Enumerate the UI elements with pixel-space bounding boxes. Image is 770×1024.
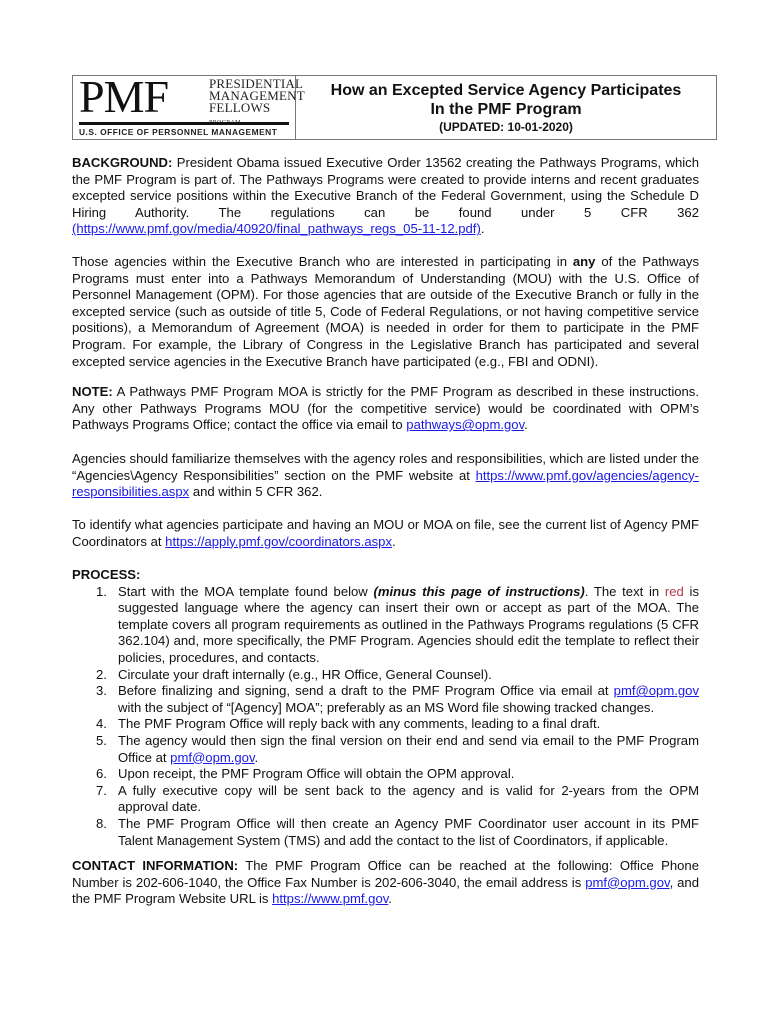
process-step-8 <box>96 815 699 849</box>
contact-paragraph <box>72 858 699 908</box>
step-text: The PMF Program Office will then create an Agency PMF Coordinator user account in its PMF Talent Management System (TMS) and add the contact to the list of Coordinators, if applicable. <box>118 815 699 848</box>
agency-responsibilities-link[interactable]: https://www.pmf.gov/agencies/agency-responsibilities.aspx <box>72 467 699 500</box>
logo-acronym: PMF <box>79 71 169 122</box>
process-section <box>72 567 699 849</box>
logo-fellows: FELLOWS <box>209 100 271 115</box>
agencies-emphasis: any <box>572 254 596 269</box>
step-number: 5. <box>96 732 107 748</box>
logo-agency: U.S. OFFICE OF PERSONNEL MANAGEMENT <box>79 127 278 137</box>
step-text: Before finalizing and signing, send a draft to the PMF Program Office via email at <box>118 683 614 699</box>
contact-end: . <box>388 891 392 907</box>
step-text: The agency would then sign the final version on their end and send via email to the PMF Program Office at <box>118 732 699 765</box>
process-step-2 <box>96 666 699 684</box>
identify-paragraph <box>72 517 699 550</box>
logo-divider <box>79 122 289 125</box>
document-header <box>72 71 717 140</box>
contact-text: The PMF Program Office can be reached at the following: Office Phone Number is 202-606-1040, the Office Fax Number is 202-606-3040, the email address is <box>72 858 699 890</box>
agencies-text-after: of the Pathways Programs must enter into a Pathways Memorandum of Understanding (MOU) with the U.S. Office of Personnel Management (OPM). For those agencies that are outside of the Executive Branch or fully in the excepted service (such as outside of title 5, Code of Federal Regulations, or not having competitive service positions), a Memorandum of Agreement (MOA) is needed in order for them to participate in the PMF Program. For example, the Library of Congress in the Legislative Branch has participated and several excepted service agencies in the Executive Branch have participated (e.g., FBI and ODNI). <box>72 254 699 369</box>
note-paragraph <box>72 384 699 434</box>
contact-label: CONTACT INFORMATION: <box>72 858 239 873</box>
familiarize-end: and within 5 CFR 362. <box>189 484 323 500</box>
step-text: . The text in <box>584 583 665 599</box>
background-label: BACKGROUND: <box>72 155 173 170</box>
document-title-cell <box>296 76 716 139</box>
logo-line-presidential: PRESIDENTIAL <box>209 76 304 91</box>
step-number: 4. <box>96 716 107 732</box>
contact-email-link[interactable]: pmf@opm.gov <box>585 874 670 890</box>
identify-text: To identify what agencies participate and having an MOU or MOA on file, see the current list of Agency PMF Coordinators at <box>72 517 699 549</box>
step-number: 3. <box>96 683 107 699</box>
step-emphasis: (minus this page of instructions) <box>373 583 585 599</box>
background-end: . <box>480 221 485 237</box>
document-title-line2: In the PMF Program <box>430 101 582 118</box>
note-label: NOTE: <box>72 384 113 399</box>
background-paragraph <box>72 155 699 238</box>
step-number: 6. <box>96 766 107 782</box>
step-text: is suggested language where the agency can insert their own or accept as part of the MOA. The template covers all program requirements as outlined in the Pathways Programs regulations (5 CFR 362.104) and, more specifically, the PMF Program. Agencies should edit the template to reflect their policies, procedures, and contacts. <box>118 583 700 665</box>
pmf-email-link[interactable]: pmf@opm.gov <box>613 683 699 699</box>
updated-date: (UPDATED: 10-01-2020) <box>439 120 573 134</box>
step-number: 8. <box>96 815 107 831</box>
familiarize-text: Agencies should familiarize themselves with the agency roles and responsibilities, which are listed under the “Agencies\Agency Responsibilities” section on the PMF website at <box>72 451 699 483</box>
step-text: A fully executive copy will be sent back to the agency and is valid for 2-years from the OPM approval date. <box>118 782 699 815</box>
pmf-email-link[interactable]: pmf@opm.gov <box>170 749 255 765</box>
step-text: . <box>254 749 259 765</box>
process-step-6 <box>96 766 699 783</box>
step-text: Circulate your draft internally (e.g., HR Office, General Counsel). <box>118 666 492 682</box>
step-text: with the subject of “[Agency] MOA”; preferably as an MS Word file showing tracked changes. <box>118 699 655 715</box>
logo-line-management: MANAGEMENT <box>209 88 305 103</box>
note-text: A Pathways PMF Program MOA is strictly for the PMF Program as described in these instructions. Any other Pathways Programs MOU (for the competitive service) would be coordinated with OPM’s Pathways Programs Office; contact the office via email to <box>72 384 699 433</box>
process-step-3 <box>96 683 699 716</box>
background-text: President Obama issued Executive Order 13562 creating the Pathways Programs, which the PMF Program is part of. The Pathways Programs were created to provide interns and recent graduates excepted service positions within the Executive Branch of the Federal Government, using the Schedule D Hiring Authority. The regulations can be found under 5 CFR 362 <box>72 155 699 220</box>
red-text-sample: red <box>664 583 684 599</box>
familiarize-paragraph <box>72 451 699 501</box>
step-text: The PMF Program Office will reply back with any comments, leading to a final draft. <box>118 716 601 732</box>
step-number: 1. <box>96 583 107 599</box>
contact-text: , and the PMF Program Website URL is <box>72 874 699 907</box>
process-step-4 <box>96 716 699 733</box>
step-number: 7. <box>96 782 107 798</box>
process-step-1 <box>96 583 700 667</box>
pathways-email-link[interactable]: pathways@opm.gov <box>406 417 525 433</box>
process-step-5 <box>96 732 699 766</box>
note-end: . <box>524 417 528 433</box>
regs-pdf-link[interactable]: (https://www.pmf.gov/media/40920/final_pathways_regs_05-11-12.pdf) <box>72 221 481 237</box>
pmf-logo <box>73 71 305 139</box>
document-title-line1: How an Excepted Service Agency Participates <box>330 82 682 99</box>
step-number: 2. <box>96 666 107 682</box>
agencies-paragraph <box>72 254 699 370</box>
coordinators-link[interactable]: https://apply.pmf.gov/coordinators.aspx <box>165 533 393 549</box>
pmf-website-link[interactable]: https://www.pmf.gov <box>272 891 389 907</box>
agencies-text-before: Those agencies within the Executive Branch who are interested in participating in <box>72 254 573 269</box>
process-heading: PROCESS: <box>72 567 141 582</box>
identify-end: . <box>392 533 396 549</box>
step-text: Upon receipt, the PMF Program Office will obtain the OPM approval. <box>118 766 515 782</box>
process-step-7 <box>96 782 699 816</box>
step-text: Start with the MOA template found below <box>118 583 374 599</box>
process-steps-list <box>72 584 699 850</box>
